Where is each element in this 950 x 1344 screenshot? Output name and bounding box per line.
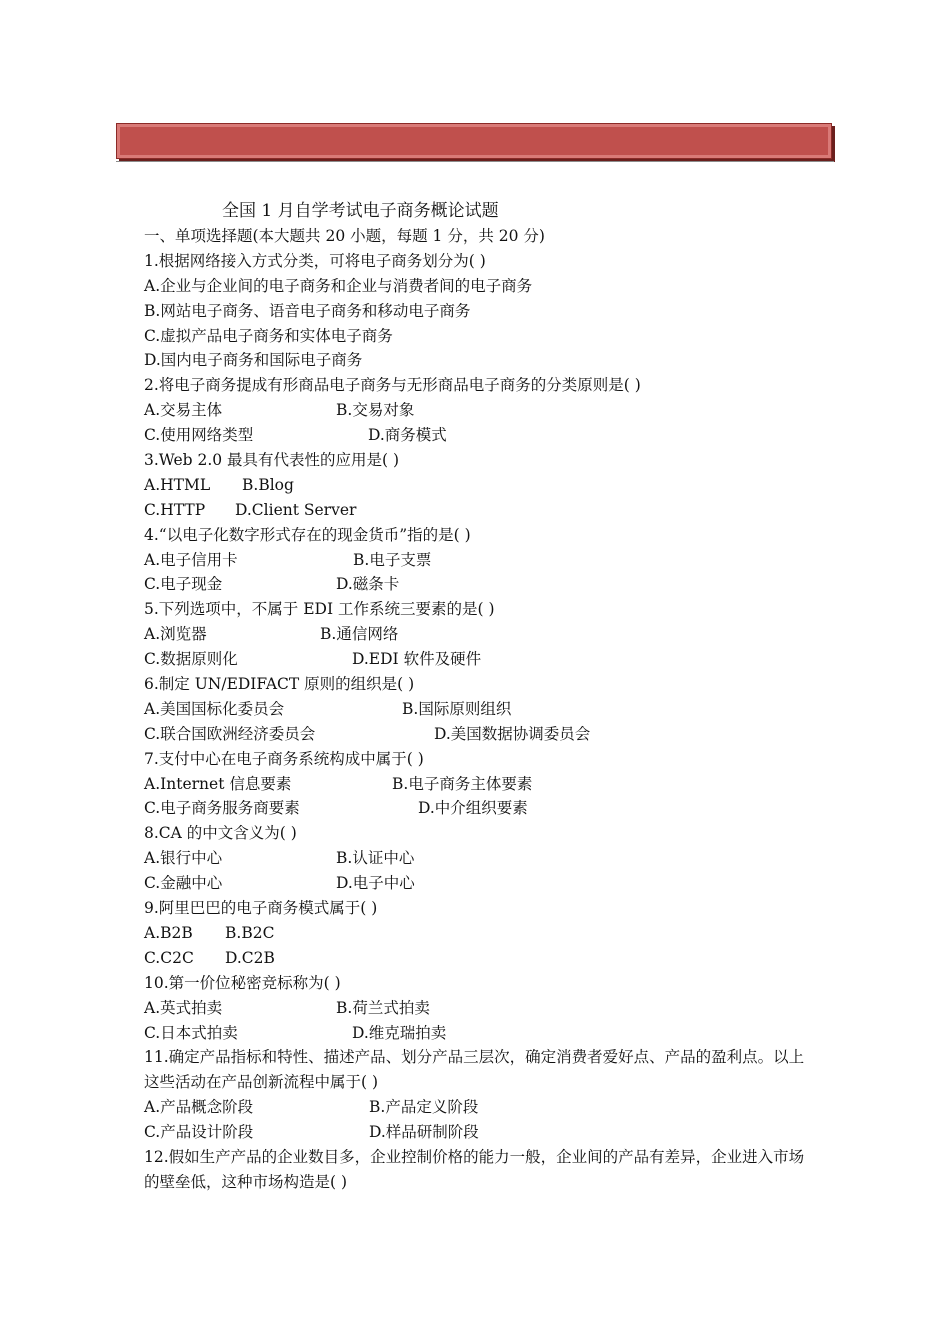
option-row [144,1021,814,1046]
page-title: 全国 1 月自学考试电子商务概论试题 [222,201,499,221]
question-3: 3.Web 2.0 最具有代表性的应用是( ) [144,451,400,470]
option-7c: C.电子商务服务商要素 [144,799,300,818]
option-row [144,722,814,747]
option-11c: C.产品设计阶段 [144,1123,254,1142]
option-8d: D.电子中心 [336,874,415,893]
option-6b: B.国际原则组织 [402,699,512,718]
option-7a: A.Internet 信息要素 [144,774,292,793]
option-9b: B.B2C [225,923,275,942]
option-11a: A.产品概念阶段 [144,1098,254,1117]
option-4c: C.电子现金 [144,575,223,594]
option-9d: D.C2B [225,948,275,967]
section-heading: 一、单项选择题(本大题共 20 小题，每题 1 分，共 20 分) [144,227,545,245]
question-10: 10.第一价位秘密竞标称为( ) [144,973,341,992]
option-row [144,1120,814,1145]
option-row [144,772,814,797]
option-6c: C.联合国欧洲经济委员会 [144,724,316,743]
option-2a: A.交易主体 [144,401,223,420]
option-3a: A.HTML [144,475,211,494]
option-3c: C.HTTP [144,500,206,519]
option-row [144,548,814,573]
option-row [144,572,814,597]
question-7: 7.支付中心在电子商务系统构成中属于( ) [144,749,424,768]
question-12: 12.假如生产产品的企业数目多，企业控制价格的能力一般，企业间的产品有差异，企业进入市场的壁垒低，这种市场构造是( ) [144,1147,805,1191]
option-8c: C.金融中心 [144,874,223,893]
option-1c: C.虚拟产品电子商务和实体电子商务 [144,326,393,345]
option-row [144,647,814,672]
option-row [144,796,814,821]
option-7d: D.中介组织要素 [418,799,528,818]
option-row [144,697,814,722]
option-row [144,423,814,448]
option-row [144,871,814,896]
option-9c: C.C2C [144,948,194,967]
option-5d: D.EDI 软件及硬件 [352,650,482,669]
question-9: 9.阿里巴巴的电子商务模式属于( ) [144,899,378,918]
option-row [144,398,814,423]
option-6d: D.美国数据协调委员会 [434,724,591,743]
option-10b: B.荷兰式拍卖 [336,998,430,1017]
option-7b: B.电子商务主体要素 [392,774,533,793]
option-row [144,622,814,647]
option-row [144,1095,814,1120]
option-4a: A.电子信用卡 [144,550,238,569]
option-8a: A.银行中心 [144,849,223,868]
option-2b: B.交易对象 [336,401,415,420]
option-3b: B.Blog [242,475,294,494]
question-4: 4.“以电子化数字形式存在的现金货币”指的是( ) [144,525,471,544]
question-5: 5.下列选项中，不属于 EDI 工作系统三要素的是( ) [144,600,495,619]
option-6a: A.美国国标化委员会 [144,699,285,718]
option-10d: D.维克瑞拍卖 [352,1023,447,1042]
option-row [144,498,814,523]
option-4b: B.电子支票 [353,550,432,569]
option-11b: B.产品定义阶段 [369,1098,479,1117]
option-5a: A.浏览器 [144,625,207,644]
option-10a: A.英式拍卖 [144,998,223,1017]
option-1d: D.国内电子商务和国际电子商务 [144,351,363,370]
option-8b: B.认证中心 [336,849,415,868]
option-row [144,996,814,1021]
option-4d: D.磁条卡 [336,575,400,594]
option-3d: D.Client Server [235,500,357,519]
question-1: 1.根据网络接入方式分类，可将电子商务划分为( ) [144,251,486,270]
option-5b: B.通信网络 [320,625,399,644]
option-11d: D.样品研制阶段 [369,1123,479,1142]
option-row [144,921,814,946]
option-1a: A.企业与企业间的电子商务和企业与消费者间的电子商务 [144,276,533,295]
exam-content [144,224,814,1195]
option-10c: C.日本式拍卖 [144,1023,238,1042]
question-2: 2.将电子商务提成有形商品电子商务与无形商品电子商务的分类原则是( ) [144,376,641,395]
option-2d: D.商务模式 [368,426,447,445]
header-banner [116,123,832,159]
option-row [144,846,814,871]
question-6: 6.制定 UN/EDIFACT 原则的组织是( ) [144,675,415,694]
question-8: 8.CA 的中文含义为( ) [144,824,297,843]
option-2c: C.使用网络类型 [144,426,254,445]
option-5c: C.数据原则化 [144,650,238,669]
option-1b: B.网站电子商务、语音电子商务和移动电子商务 [144,301,471,320]
question-11: 11.确定产品指标和特性、描述产品、划分产品三层次，确定消费者爱好点、产品的盈利点。以上这些活动在产品创新流程中属于( ) [144,1048,805,1092]
option-row [144,473,814,498]
option-row [144,946,814,971]
header-divider [116,161,834,162]
option-9a: A.B2B [144,923,193,942]
